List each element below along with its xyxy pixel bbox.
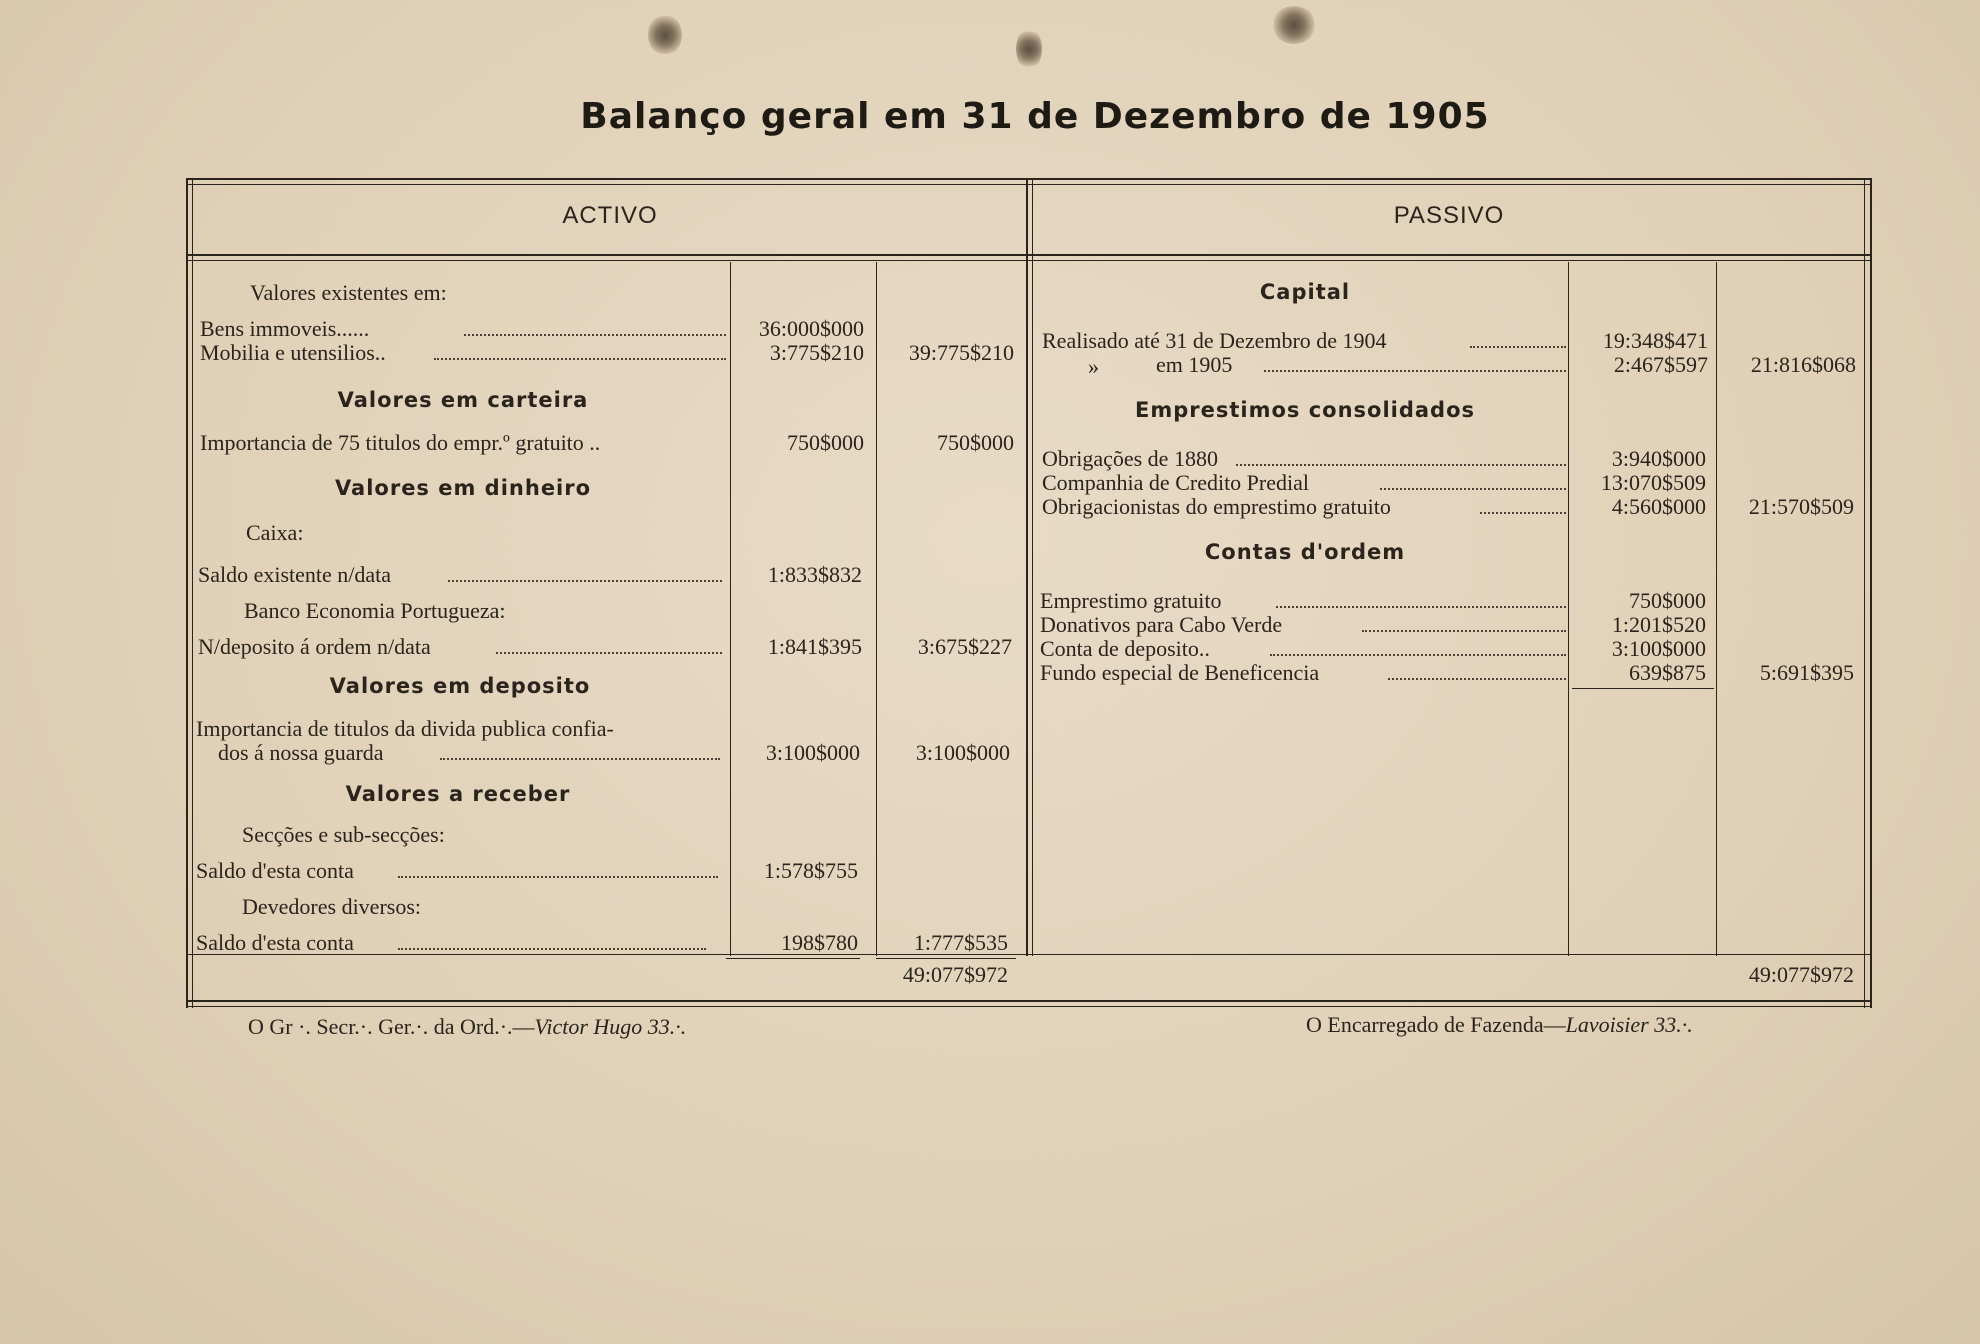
conta-deposito-label: Conta de deposito.. — [1040, 636, 1210, 661]
bens-value: 36:000$000 — [758, 316, 864, 341]
section-valores-receber: Valores a receber — [345, 782, 571, 806]
section-capital: Capital — [1259, 280, 1351, 304]
importancia-label: Importancia de 75 titulos do empr.º gratuito .. — [200, 430, 601, 455]
donativos-label: Donativos para Cabo Verde — [1040, 612, 1283, 637]
page-title: Balanço geral em 31 de Dezembro de 1905 — [580, 96, 1490, 137]
bens-label: Bens immoveis...... — [200, 316, 370, 341]
titulos-line1: Importancia de titulos da divida publica confia- — [196, 716, 614, 741]
obrig1880-value: 3:940$000 — [1611, 446, 1706, 471]
mobilia-total: 39:775$210 — [908, 340, 1014, 365]
signature-right-title: O Encarregado de Fazenda— — [1306, 1012, 1566, 1037]
punch-hole-center — [1016, 28, 1042, 70]
titulos-total: 3:100$000 — [915, 740, 1010, 765]
companhia-label: Companhia de Credito Predial — [1042, 470, 1309, 495]
activo-total: 49:077$972 — [902, 962, 1008, 987]
mobilia-label: Mobilia e utensilios.. — [200, 340, 386, 365]
devedores-label: Devedores diversos: — [242, 894, 422, 919]
saldo-conta-1-value: 1:578$755 — [763, 858, 858, 883]
punch-hole-left — [648, 14, 682, 56]
banco-label: Banco Economia Portugueza: — [244, 598, 506, 623]
emp-gratuito-value: 750$000 — [1629, 588, 1706, 613]
activo-intro: Valores existentes em: — [250, 280, 447, 305]
punch-hole-right — [1272, 6, 1316, 44]
signature-left-title: O Gr ·. Secr.·. Ger.·. da Ord.·.— — [248, 1014, 535, 1039]
obrigacionistas-total: 21:570$509 — [1748, 494, 1854, 519]
emp-gratuito-label: Emprestimo gratuito — [1040, 588, 1222, 613]
activo-header: ACTIVO — [562, 202, 658, 229]
saldo-existente-value: 1:833$832 — [767, 562, 862, 587]
obrigacionistas-label: Obrigacionistas do emprestimo gratuito — [1042, 494, 1391, 519]
deposito-ordem-value: 1:841$395 — [767, 634, 862, 659]
titulos-line2: dos á nossa guarda — [218, 740, 384, 765]
signature-right-name: Lavoisier 33.·. — [1565, 1012, 1693, 1037]
fundo-label: Fundo especial de Beneficencia — [1040, 660, 1320, 685]
section-valores-dinheiro: Valores em dinheiro — [334, 476, 592, 500]
saldo-conta-2-total: 1:777$535 — [913, 930, 1008, 955]
section-valores-carteira: Valores em carteira — [337, 388, 589, 412]
realisado-value: 19:348$471 — [1602, 328, 1708, 353]
companhia-value: 13:070$509 — [1600, 470, 1706, 495]
obrigacionistas-value: 4:560$000 — [1611, 494, 1706, 519]
em1905-total: 21:816$068 — [1750, 352, 1856, 377]
em1905-quote: » — [1088, 354, 1099, 379]
passivo-header: PASSIVO — [1393, 202, 1505, 229]
titulos-value: 3:100$000 — [765, 740, 860, 765]
caixa-label: Caixa: — [246, 520, 304, 545]
donativos-value: 1:201$520 — [1611, 612, 1706, 637]
signature-left-name: Victor Hugo 33.·. — [534, 1014, 687, 1039]
saldo-conta-1-label: Saldo d'esta conta — [196, 858, 354, 883]
passivo-total: 49:077$972 — [1748, 962, 1854, 987]
deposito-ordem-label: N/deposito á ordem n/data — [198, 634, 431, 659]
deposito-ordem-total: 3:675$227 — [917, 634, 1012, 659]
mobilia-value: 3:775$210 — [769, 340, 864, 365]
fundo-total: 5:691$395 — [1759, 660, 1854, 685]
em1905-label: em 1905 — [1156, 352, 1233, 377]
fundo-value: 639$875 — [1629, 660, 1706, 685]
section-valores-deposito: Valores em deposito — [329, 674, 591, 698]
section-contas-ordem: Contas d'ordem — [1204, 540, 1406, 564]
saldo-conta-2-label: Saldo d'esta conta — [196, 930, 354, 955]
realisado-label: Realisado até 31 de Dezembro de 1904 — [1042, 328, 1387, 353]
conta-deposito-value: 3:100$000 — [1611, 636, 1706, 661]
importancia-total: 750$000 — [937, 430, 1014, 455]
importancia-value: 750$000 — [787, 430, 864, 455]
obrig1880-label: Obrigações de 1880 — [1042, 446, 1218, 471]
em1905-value: 2:467$597 — [1613, 352, 1708, 377]
signature-right — [1306, 1012, 1693, 1038]
section-emprestimos: Emprestimos consolidados — [1134, 398, 1476, 422]
seccoes-label: Secções e sub-secções: — [242, 822, 445, 847]
signature-left — [248, 1014, 686, 1040]
saldo-conta-2-value: 198$780 — [781, 930, 858, 955]
saldo-existente-label: Saldo existente n/data — [198, 562, 392, 587]
